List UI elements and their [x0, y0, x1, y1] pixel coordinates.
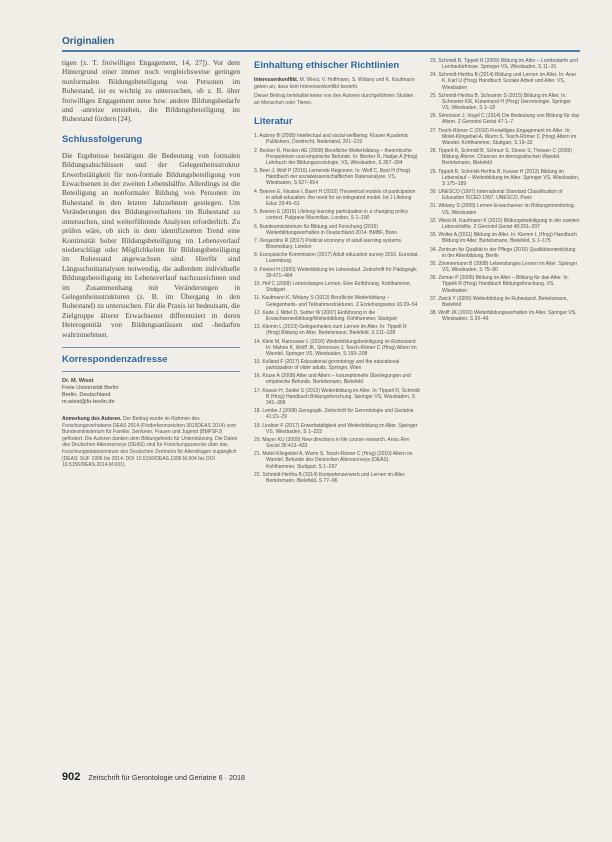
contact-rule-bottom — [62, 371, 240, 372]
ethics-statement: Dieser Beitrag beinhaltet keine von den Autoren durchgeführten Studien an Menschen oder Tieren. — [254, 93, 414, 106]
reference-item: 38. Wolff JK (2016) Weiterbildungsverhalten im Alter. Springer VS, Wiesbaden, S 29–49 — [430, 310, 577, 323]
reference-item: 15. Kolland F (2017) Educational gerontology and the educational participation of older adults. Springer, Wien — [254, 359, 400, 372]
conflict-of-interest — [254, 77, 420, 90]
reference-item: 14. Klein M, Ramsauer L (2016) Weiterbildungsbeteiligung im Ruhestand. In: Mahne K, Wolff JK, Simonson J, Tesch-Römer C (Hrsg) Altern im Wandel. Springer VS, Wiesbaden, S 193–208 — [254, 338, 417, 357]
ethics-heading: Einhaltung ethischer Richtlinien — [254, 60, 400, 71]
author-note-label: Anmerkung des Autoren. — [62, 415, 122, 422]
contact-block — [62, 378, 240, 406]
reference-item: 16. Kruse A (2008) Alter und Altern – konzeptionelle Überlegungen und empirische Befunde. Bertelsmann, Bielefeld — [254, 373, 411, 386]
contact-heading: Korrespondenzadresse — [62, 353, 168, 365]
coi-label: Interessenkonflikt. — [254, 77, 299, 83]
reference-item: 28. Tippelt R, Schmidt B, Schnurr S, Sinner S, Theisen C (2009) Bildung Älterer. Chancen im demografischen Wandel. Bertelsmann, Bielefeld — [430, 148, 572, 167]
reference-item: 3. Beer J, Wolf P (2010) Lernende Regionen. In: Wolf C, Best H (Hrsg) Handbuch der sozialwissenschaftlichen Datenanalyse. VS, Wiesbaden, S 627–654 — [254, 168, 411, 187]
reference-item: 19. Lindner F (2017) Erwerbstätigkeit und Weiterbildung im Alter. Springer VS, Wiesbaden, S 1–223 — [254, 422, 418, 435]
coi-text: M. Wiest, V. Hoffmann, S. Widany und K. Kaufmann geben an, dass kein Interessenkonflikt besteht. — [254, 77, 415, 90]
reference-item: 31. Widany S (2009) Lernen Erwachsener im Bildungsmonitoring. VS, Wiesbaden — [430, 203, 576, 216]
page-footer — [62, 771, 245, 783]
reference-item: 20. Mayer KU (2009) New directions in life course research. Annu Rev Sociol 35:413–433 — [254, 436, 410, 450]
reference-item: 1. Aubrey B (2008) Intellectual and social wellbeing: Kluwer Academic Publishers, Dordrecht, Nederland, 201–219 — [254, 133, 409, 146]
reference-item: 34. Zentrum für Qualität in der Pflege (2016) Qualitätsentwicklung in der Altenbildung. Berlin — [430, 246, 576, 259]
intro-paragraph: tigen [z. T. freiwilliges Engagement, 14, 27]). Vor dem Hintergrund einer immer noch vergleichsweise geringen nonformalen Bildungsbeteiligung von Personen im Ruhestand, ist es wichtig zu untersuchen, ob z. B. über freiwilliges Engagement neue bzw. andere Bildungsbedarfe und -anreize entstehen, die Bildungsbeteiligung im Ruhestand fördern [24]. — [62, 58, 240, 124]
conclusion-heading: Schlussfolgerung — [62, 133, 143, 145]
reference-item: 11. Kaufmann K, Widany S (2013) Berufliche Weiterbildung – Gelegenheits- und Teilnahmestrukturen. Z Erziehungswiss 16:29–54 — [254, 295, 418, 308]
reference-item: 35. Zimmermann B (2008) Lebenslanges Lernen im Alter. Springer VS, Wiesbaden, S 75–90 — [430, 260, 578, 274]
references-heading: Literatur — [254, 116, 293, 128]
reference-item: 10. Hof C (2009) Lebenslanges Lernen. Eine Einführung. Kohlhammer, Stuttgart — [254, 281, 412, 294]
reference-item: 25. Schmidt-Hertha B, Schramm S (2015) Bildung im Alter. In: Schroeter KR, Künemund H (Hrsg) Gerontologie. Springer VS, Wiesbaden, S 1–18 — [430, 92, 571, 112]
conclusion-paragraph: Die Ergebnisse bestätigen die Bedeutung von formalen Bildungsabschlüssen und der Gelegenheitsstruktur Erwerbstätigkeit für non-formale Bildungsbeteiligung von Erwachsenen in der zweiten Lebenshälfte. Allerdings ist die Beteiligung an nonformaler Bildung von Personen im Ruhestand in den letzten Jahrzehnten gestiegen. Um Veränderungen des Bildungsverhaltens im Ruhestand zu untersuchen, sind weiterführende Analysen erforderlich. Zu prüfen wäre, ob sich in dem identifizierten Trend eine Kontinuität hoher Bildungsbeteiligung im Lebensverlauf niederschlägt oder Möglichkeiten für Bildungsbeteiligung im Ruhestand angewachsen sind. Hierfür sind Längsschnittanalysen notwendig, die außerdem individuelle Bildungsbeteiligung im Lebensverlauf nachzuzeichnen und im Zusammenhang mit Veränderungen in Gelegenheitsstrukturen (z. B. im Übergang in den Ruhestand) zu untersuchen. Für die Praxis ist bedeutsam, die Zielgruppe älterer Erwachsener differenziert in deren Heterogenität von Bildungsanlässen und -bedarfen wahrzunehmen. — [62, 150, 240, 339]
section-label: Originalien — [62, 36, 115, 47]
reference-item: 26. Simonson J, Vogel C (2014) Die Bedeutung von Bildung für das Altern. Z Gerontol Geriat 47:1–7 — [430, 113, 580, 126]
column-middle — [254, 58, 420, 763]
author-note-text: Der Beitrag wurde im Rahmen des Forschungsvorhabens DEAS 2014 (Förderkennzeichen 3015DEAS 2014) vom Bundesministerium für Familie, Senioren, Frauen und Jugend (BMFSFJ) gefördert. Die Autoren danken dem Bildungsfonds für Unterstützung. Die Daten des Deutschen Alterssurveys (DEAS) sind für Forschungszwecke über das Forschungsdatenzentrum des Deutschen Zentrums für Altersfragen zugänglich (DEAS: SUF 1996 bis 2014; DOI 10.5156/DEAS.1996.M.004 bis DOI 10.5156/DEAS.2014.M.001). — [62, 415, 238, 469]
reference-item: 9. Friebel H (1993) Weiterbildung im Lebenslauf. Zeitschrift für Pädagogik 39:471–484 — [254, 266, 417, 279]
reference-item: 8. Europäische Kommission (2017) Adult education survey 2016. Eurostat, Luxemburg — [254, 252, 419, 265]
contact-name: Dr. M. Wiest — [62, 377, 94, 384]
contact-line: Berlin, Deutschland — [62, 391, 111, 398]
reference-item: 21. Motel-Klingebiel A, Wurm S, Tesch-Römer C (Hrsg) (2010) Altern im Wandel. Befunde des Deutschen Alterssurveys (DEAS). Kohlhammer, Stuttgart, S 1–297 — [254, 451, 413, 470]
reference-item: 6. Bundesministerium für Bildung und Forschung (2015) Weiterbildungsverhalten in Deutschland 2014. BMBF, Bonn — [254, 223, 398, 236]
reference-item: 23. Schmidt B, Tippelt R (2009) Bildung im Alter – Lernbedarfe und Lernbedürfnisse. Springer VS, Wiesbaden, S 11–31 — [430, 58, 578, 71]
reference-item: 2. Becker R, Hecken AE (2008) Berufliche Weiterbildung – theoretische Perspektiven und empirische Befunde. In: Becker R, Hadjar A (Hrsg) Lehrbuch der Bildungssoziologie. VS, Wiesbaden, S 357–394 — [254, 147, 418, 166]
column-left — [62, 58, 240, 763]
reference-item: 30. UNESCO (1997) International Standard Classification of Education ISCED 1997. UNESCO, Paris — [430, 189, 563, 202]
reference-item: 29. Tippelt R, Schmidt-Hertha B, Kuwan H (2013) Bildung im Lebenslauf – Weiterbildung im Alter. Springer VS, Wiesbaden, S 175–189 — [430, 168, 580, 187]
reference-item: 33. Wolter A (2011) Bildung im Alter. In: Klemm L (Hrsg) Handbuch Bildung im Alter. Bertelsmann, Bielefeld, S 1–175 — [430, 232, 577, 245]
reference-item: 36. Zeman P (2006) Bildung im Alter – Bildung für das Alter. In: Tippelt R (Hrsg) Handbuch Bildungsforschung. VS, Wiesbaden — [430, 275, 569, 294]
reference-item: 17. Kuwan H, Seidel S (2013) Weiterbildung im Alter. In: Tippelt R, Schmidt B (Hrsg) Handbuch Bildungsforschung. Springer VS, Wiesbaden, S 341–358 — [254, 387, 420, 406]
reference-item: 7. Desjardins R (2017) Political economy of adult learning systems. Bloomsbury, London — [254, 237, 403, 250]
author-note — [62, 416, 240, 469]
reference-item: 18. Lemke J (2008) Geragogik. Zeitschrift für Gerontologie und Geriatrie 41:21–29 — [254, 408, 414, 421]
reference-item: 37. Zwick Y (2009) Weiterbildung im Ruhestand. Bertelsmann, Bielefeld — [430, 295, 568, 308]
journal-name: Zeitschrift für Gerontologie und Geriatrie 6 · 2018 — [88, 773, 245, 782]
reference-list-continued — [430, 58, 580, 322]
reference-item: 32. Wiest M, Kaufmann K (2015) Bildungsbeteiligung in der zweiten Lebenshälfte. Z Gerontol Geriat 48:291–297 — [430, 217, 580, 230]
reference-item: 12. Kade J, Nittel D, Seitter W (2007) Einführung in die Erwachsenenbildung/Weiterbildung. Kohlhammer, Stuttgart — [254, 309, 397, 322]
contact-line: Freie Universität Berlin — [62, 384, 119, 391]
reference-item: 24. Schmidt-Hertha B (2014) Bildung und Lernen im Alter. In: Aner K, Karl U (Hrsg) Handbuch Soziale Arbeit und Alter. VS, Wiesbaden — [430, 72, 577, 91]
contact-email: m.wiest@fu-berlin.de — [62, 398, 115, 405]
reference-item: 13. Klemm L (2013) Gelegenheiten zum Lernen im Alter. In: Tippelt R (Hrsg) Bildung im Alter. Bertelsmann, Bielefeld, S 211–228 — [254, 324, 407, 337]
header-rule — [62, 50, 580, 52]
reference-item: 22. Schmidt-Hertha B (2014) Kompetenzerwerb und Lernen im Alter. Bertelsmann, Bielefeld, S 77–96 — [254, 471, 406, 484]
column-right — [430, 58, 580, 763]
contact-rule-top — [62, 347, 240, 348]
page-number: 902 — [62, 771, 81, 783]
reference-item: 5. Boeren E (2016) Lifelong learning participation in a changing policy context. Palgrave Macmillan, London, S 1–190 — [254, 209, 408, 222]
reference-list — [254, 133, 420, 484]
reference-item: 4. Boeren E, Nicaise I, Baert H (2010) Theoretical models of participation in adult education: the need for an integrated model. Int J Lifelong Educ 29:45–61 — [254, 188, 416, 207]
reference-item: 27. Tesch-Römer C (2010) Freiwilliges Engagement im Alter. In: Motel-Klingebiel A, Wurm S, Tesch-Römer C (Hrsg) Altern im Wandel. Kohlhammer, Stuttgart, S 19–32 — [430, 127, 577, 146]
